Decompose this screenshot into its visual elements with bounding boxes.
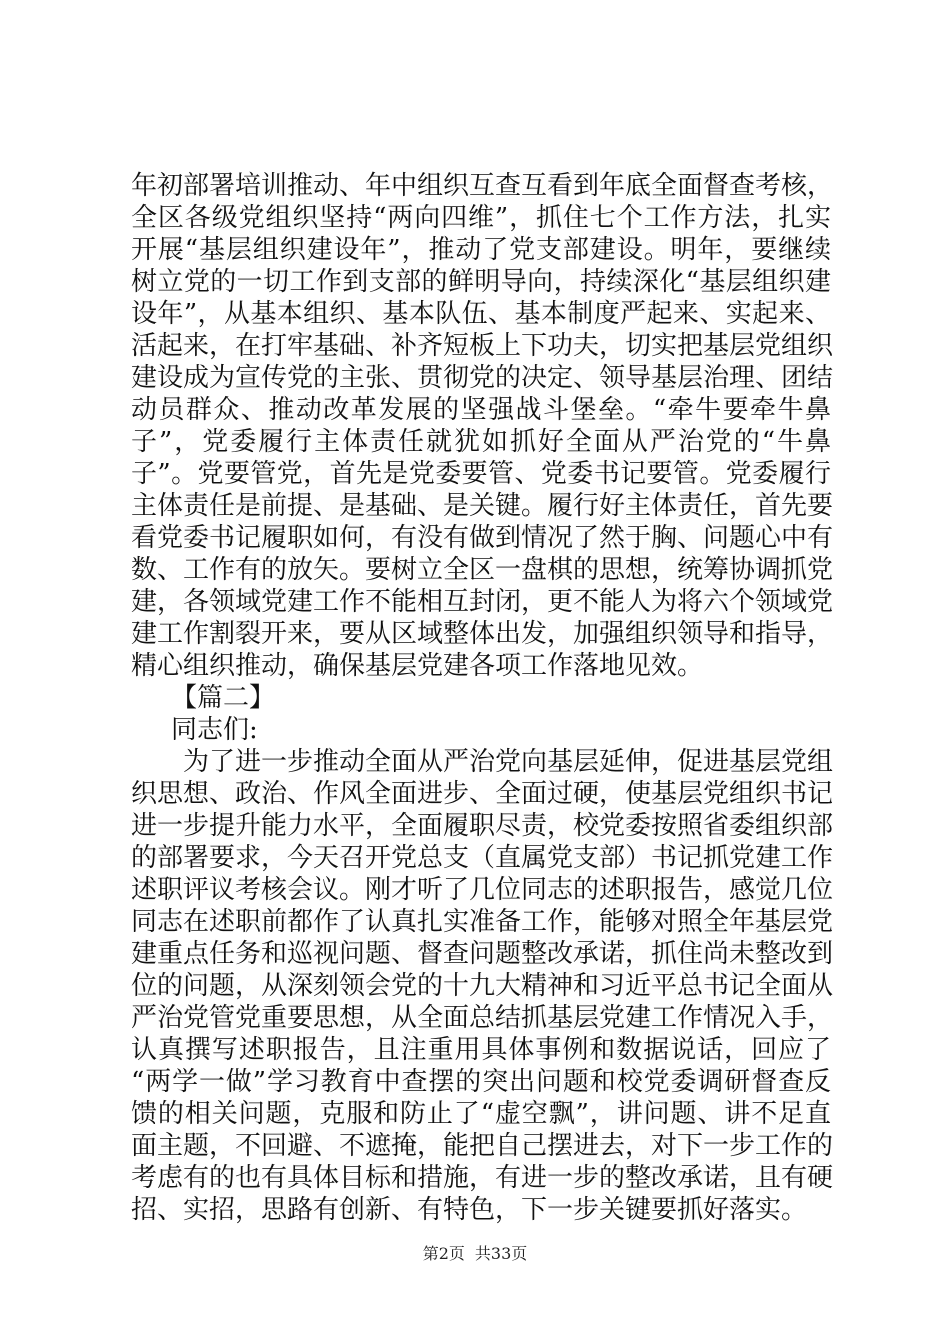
text-line: 树立党的一切工作到支部的鲜明导向，持续深化“基层组织建 bbox=[131, 267, 831, 297]
paragraph-2 bbox=[131, 746, 834, 1226]
text-line: 开展“基层组织建设年”，推动了党支部建设。明年，要继续 bbox=[131, 235, 831, 265]
text-line: 动员群众、推动改革发展的坚强战斗堡垒。“牵牛要牵牛鼻 bbox=[131, 395, 831, 425]
text-line: 织思想、政治、作风全面进步、全面过硬，使基层党组织书记 bbox=[131, 779, 834, 809]
text-line: 建工作割裂开来，要从区域整体出发，加强组织领导和指导， bbox=[131, 619, 834, 649]
text-line: 活起来，在打牢基础、补齐短板上下功夫，切实把基层党组织 bbox=[131, 331, 834, 361]
text-line: 严治党管党重要思想，从全面总结抓基层党建工作情况入手， bbox=[131, 1003, 834, 1033]
text-line: “两学一做”学习教育中查摆的突出问题和校党委调研督查反 bbox=[131, 1067, 831, 1097]
text-line: 精心组织推动，确保基层党建各项工作落地见效。 bbox=[131, 651, 704, 681]
text-line: 数、工作有的放矢。要树立全区一盘棋的思想，统筹协调抓党 bbox=[131, 555, 834, 585]
text-line: 子”。党要管党，首先是党委要管、党委书记要管。党委履行 bbox=[131, 459, 831, 489]
salutation: 同志们: bbox=[171, 715, 258, 745]
text-line: 招、实招，思路有创新、有特色，下一步关键要抓好落实。 bbox=[131, 1195, 808, 1225]
text-line: 认真撰写述职报告，且注重用具体事例和数据说话，回应了 bbox=[131, 1035, 831, 1065]
page-footer bbox=[0, 1244, 950, 1264]
text-line: 述职评议考核会议。刚才听了几位同志的述职报告，感觉几位 bbox=[131, 875, 834, 905]
text-line: 位的问题，从深刻领会党的十九大精神和习近平总书记全面从 bbox=[131, 971, 834, 1001]
paragraph-1 bbox=[131, 170, 834, 682]
text-line: 馈的相关问题，克服和防止了“虚空飘”，讲问题、讲不足直 bbox=[131, 1099, 831, 1129]
text-line: 建重点任务和巡视问题、督查问题整改承诺，抓住尚未整改到 bbox=[131, 939, 834, 969]
text-line: 为了进一步推动全面从严治党向基层延伸，促进基层党组 bbox=[183, 747, 834, 777]
text-line: 进一步提升能力水平，全面履职尽责，校党委按照省委组织部 bbox=[131, 811, 834, 841]
text-line: 面主题，不回避、不遮掩，能把自己摆进去，对下一步工作的 bbox=[131, 1131, 834, 1161]
text-line: 主体责任是前提、是基础、是关键。履行好主体责任，首先要 bbox=[131, 491, 834, 521]
text-line: 全区各级党组织坚持“两向四维”，抓住七个工作方法，扎实 bbox=[131, 203, 831, 233]
text-line: 建设成为宣传党的主张、贯彻党的决定、领导基层治理、团结 bbox=[131, 363, 834, 393]
page-number: 第2页 bbox=[422, 1244, 465, 1263]
text-line: 的部署要求，今天召开党总支（直属党支部）书记抓党建工作 bbox=[131, 843, 834, 873]
page-total: 共33页 bbox=[474, 1244, 528, 1263]
section-heading: 【篇二】 bbox=[171, 683, 276, 713]
text-line: 年初部署培训推动、年中组织互查互看到年底全面督查考核， bbox=[131, 171, 834, 201]
text-line: 看党委书记履职如何，有没有做到情况了然于胸、问题心中有 bbox=[131, 523, 834, 553]
document-body bbox=[131, 170, 834, 1226]
text-line: 考虑有的也有具体目标和措施，有进一步的整改承诺，且有硬 bbox=[131, 1163, 834, 1193]
text-line: 子”，党委履行主体责任就犹如抓好全面从严治党的“牛鼻 bbox=[131, 427, 831, 457]
text-line: 同志在述职前都作了认真扎实准备工作，能够对照全年基层党 bbox=[131, 907, 834, 937]
text-line: 建，各领域党建工作不能相互封闭，更不能人为将六个领域党 bbox=[131, 587, 834, 617]
text-line: 设年”，从基本组织、基本队伍、基本制度严起来、实起来、 bbox=[131, 299, 831, 329]
